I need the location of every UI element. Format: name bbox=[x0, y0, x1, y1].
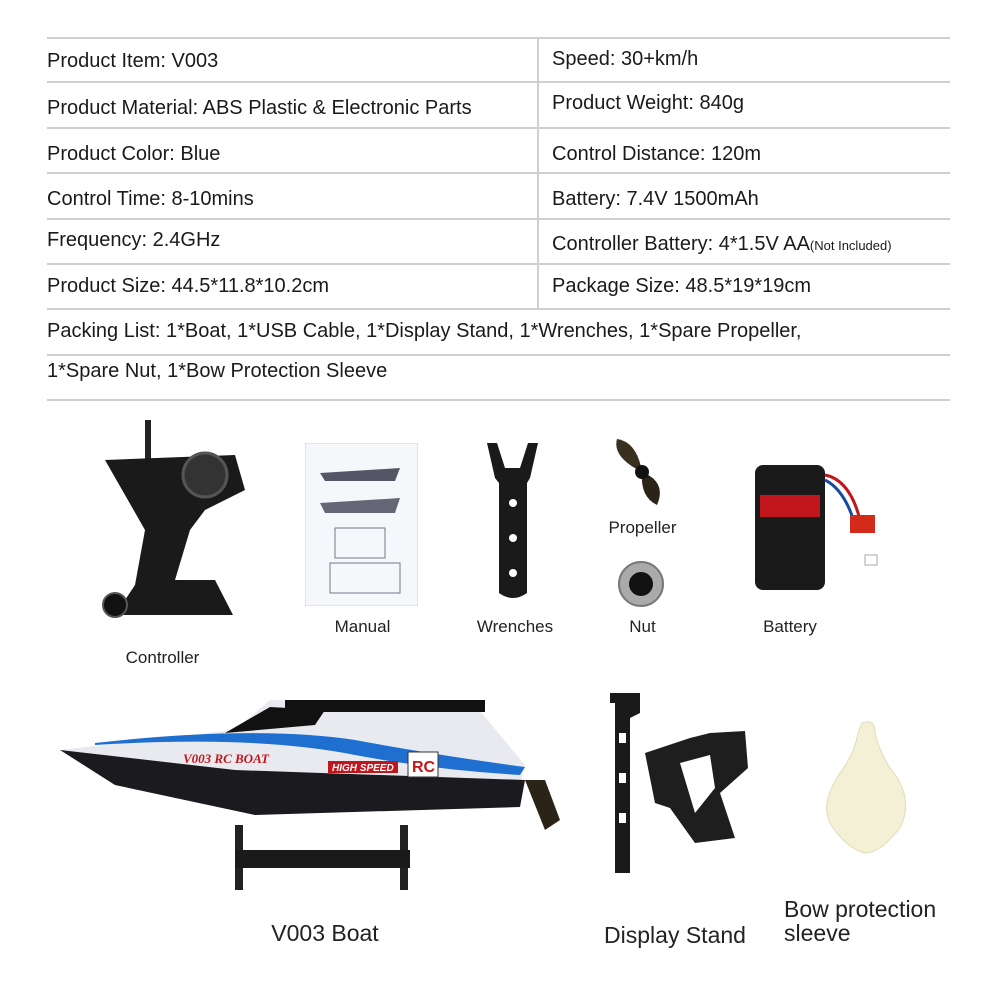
high-speed-decal: HIGH SPEED bbox=[332, 763, 394, 774]
spec-product-item: Product Item: V003 bbox=[47, 50, 219, 72]
divider bbox=[47, 399, 950, 401]
battery-image bbox=[750, 460, 890, 595]
boat-image bbox=[55, 695, 565, 890]
controller-battery-value: Controller Battery: 4*1.5V AA bbox=[552, 233, 810, 255]
propeller-image bbox=[612, 437, 672, 507]
spec-speed: Speed: 30+km/h bbox=[552, 48, 699, 70]
spec-color: Product Color: Blue bbox=[47, 143, 221, 165]
spec-material: Product Material: ABS Plastic & Electronic Parts bbox=[47, 97, 472, 119]
bow-sleeve-image bbox=[820, 718, 915, 858]
bow-sleeve-label-line2: sleeve bbox=[784, 920, 851, 946]
spec-battery: Battery: 7.4V 1500mAh bbox=[552, 188, 759, 210]
nut-label: Nut bbox=[629, 617, 656, 636]
nut-image bbox=[617, 560, 665, 608]
not-included-note: (Not Included) bbox=[809, 238, 892, 253]
boat-label: V003 Boat bbox=[271, 920, 379, 946]
divider bbox=[47, 172, 950, 174]
spec-product-size: Product Size: 44.5*11.8*10.2cm bbox=[47, 275, 330, 297]
display-stand-image bbox=[610, 693, 750, 873]
controller-label: Controller bbox=[125, 648, 200, 667]
divider bbox=[47, 127, 950, 129]
spec-frequency: Frequency: 2.4GHz bbox=[47, 229, 221, 251]
rc-decal: RC bbox=[412, 759, 436, 776]
divider bbox=[47, 81, 950, 83]
divider bbox=[47, 308, 950, 310]
wrenches-label: Wrenches bbox=[476, 617, 554, 636]
bow-sleeve-label bbox=[784, 897, 936, 945]
boat-model-decal: V003 RC BOAT bbox=[183, 751, 269, 766]
spec-controller-battery bbox=[552, 233, 892, 256]
divider bbox=[47, 354, 950, 356]
divider bbox=[47, 218, 950, 220]
divider bbox=[47, 263, 950, 265]
bow-sleeve-label-line1: Bow protection bbox=[784, 896, 937, 922]
spec-control-distance: Control Distance: 120m bbox=[552, 143, 761, 165]
manual-image bbox=[305, 443, 418, 606]
spec-control-time: Control Time: 8-10mins bbox=[47, 188, 254, 210]
propeller-label: Propeller bbox=[608, 518, 677, 537]
display-stand-label: Display Stand bbox=[604, 922, 746, 948]
column-divider bbox=[537, 37, 539, 308]
packing-list-line2: 1*Spare Nut, 1*Bow Protection Sleeve bbox=[47, 360, 388, 382]
battery-label: Battery bbox=[763, 617, 817, 636]
manual-label: Manual bbox=[334, 617, 391, 636]
wrench-image bbox=[485, 443, 540, 600]
controller-image bbox=[95, 420, 250, 620]
divider bbox=[47, 37, 950, 39]
spec-weight: Product Weight: 840g bbox=[552, 92, 744, 114]
spec-package-size: Package Size: 48.5*19*19cm bbox=[552, 275, 812, 297]
packing-list-line1: Packing List: 1*Boat, 1*USB Cable, 1*Display Stand, 1*Wrenches, 1*Spare Propeller, bbox=[47, 320, 802, 342]
